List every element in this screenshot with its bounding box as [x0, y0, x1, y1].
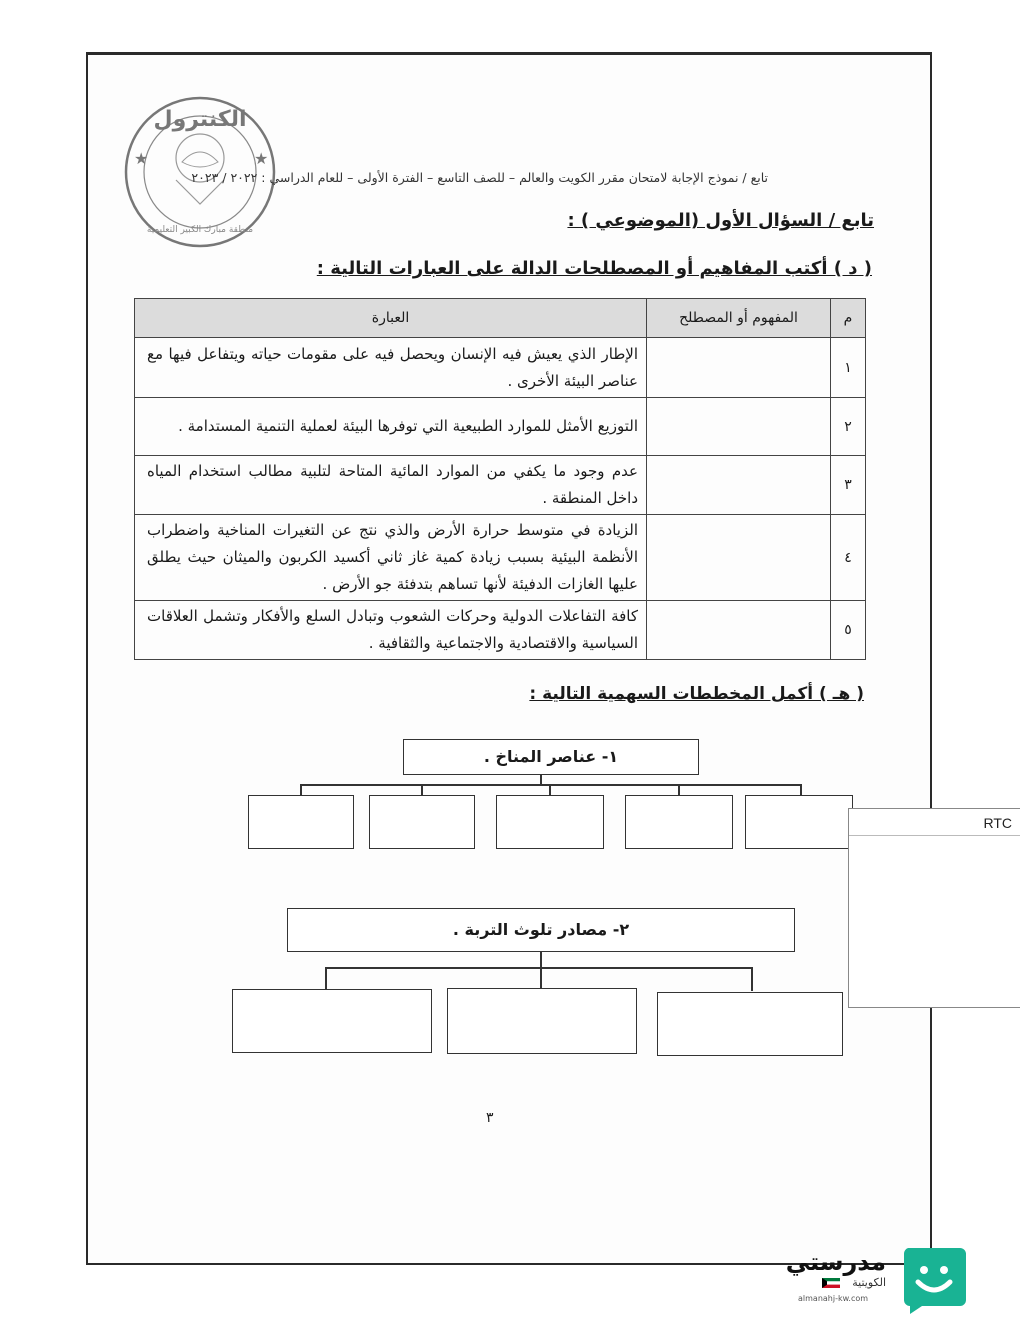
table-row [135, 601, 866, 660]
connector-line [751, 967, 753, 991]
madrasati-logo [785, 1244, 968, 1314]
connector-line [325, 967, 752, 969]
diagram2-answer-box[interactable] [657, 992, 843, 1056]
svg-text:منطقة مبارك الكبير التعليمية: منطقة مبارك الكبير التعليمية [146, 225, 254, 235]
kuwait-flag-icon [822, 1278, 840, 1288]
question-title: تابع / السؤال الأول (الموضوعي ) : [567, 210, 874, 231]
answer-cell[interactable] [647, 338, 831, 398]
header-concept: المفهوم أو المصطلح [647, 299, 831, 338]
connector-line [540, 967, 542, 989]
header-statement: العبارة [135, 299, 647, 338]
row-statement: الإطار الذي يعيش فيه الإنسان ويحصل فيه على مقومات حياته ويتفاعل فيها مع عناصر البيئة الأخرى . [135, 338, 647, 398]
diagram1-head: ١- عناصر المناخ . [403, 739, 699, 775]
page-number: ٣ [486, 1110, 494, 1126]
table-row [135, 456, 866, 515]
row-statement: التوزيع الأمثل للموارد الطبيعية التي توفرها البيئة لعملية التنمية المستدامة . [135, 398, 647, 456]
row-statement: عدم وجود ما يكفي من الموارد المائية المتاحة لتلبية مطالب استخدام المياه داخل المنطقة . [135, 456, 647, 515]
answer-cell[interactable] [647, 398, 831, 456]
answer-cell[interactable] [647, 601, 831, 660]
row-num: ٤ [831, 515, 866, 601]
svg-text:الكنترول: الكنترول [153, 107, 247, 132]
table-header-row [135, 299, 866, 338]
connector-line [540, 952, 542, 968]
answer-cell[interactable] [647, 515, 831, 601]
connector-line [325, 967, 327, 989]
connector-line [300, 784, 801, 786]
madrasati-logo-icon [900, 1244, 968, 1314]
row-num: ١ [831, 338, 866, 398]
logo-url: almanahj-kw.com [798, 1294, 869, 1303]
diagram2-answer-box[interactable] [447, 988, 637, 1054]
diagram2-head: ٢- مصادر تلوث التربة . [287, 908, 795, 952]
row-statement: كافة التفاعلات الدولية وحركات الشعوب وتبادل السلع والأفكار وتشمل العلاقات السياسية والاقتصادية والاجتماعية والثقافية . [135, 601, 647, 660]
row-num: ٣ [831, 456, 866, 515]
answer-cell[interactable] [647, 456, 831, 515]
diagram1-answer-box[interactable] [745, 795, 853, 849]
diagram1-answer-box[interactable] [248, 795, 354, 849]
logo-name: مدرستي [785, 1248, 886, 1276]
diagram1-answer-box[interactable] [496, 795, 604, 849]
table-row [135, 515, 866, 601]
logo-sub: الكويتية [852, 1276, 886, 1289]
section-h-title: ( هـ ) أكمل المخططات السهمية التالية : [529, 684, 864, 704]
rtc-divider [849, 835, 1020, 836]
table-row [135, 338, 866, 398]
table-row [135, 398, 866, 456]
terms-table [134, 298, 866, 660]
svg-text:★: ★ [254, 149, 269, 168]
header-num: م [831, 299, 866, 338]
section-d-title: ( د ) أكتب المفاهيم أو المصطلحات الدالة على العبارات التالية : [316, 258, 872, 279]
row-statement: الزيادة في متوسط حرارة الأرض والذي نتج عن التغيرات المناخية واضطراب الأنظمة البيئية بسبب زيادة كمية غاز ثاني أكسيد الكربون والميثان حيث يطلق عليها الغازات الدفيئة لأنها تساهم بتدفئة جو الأرض . [135, 515, 647, 601]
row-num: ٥ [831, 601, 866, 660]
diagram2-answer-box[interactable] [232, 989, 432, 1053]
rtc-overlay-panel[interactable] [848, 808, 1020, 1008]
row-num: ٢ [831, 398, 866, 456]
diagram1-answer-box[interactable] [369, 795, 475, 849]
svg-text:★: ★ [134, 149, 149, 168]
diagram1-answer-box[interactable] [625, 795, 733, 849]
exam-header-line: تابع / نموذج الإجابة لامتحان مقرر الكويت والعالم – للصف التاسع – الفترة الأولى – للعام الدراسي : ٢٠٢٢ / ٢٠٢٣ [191, 170, 768, 185]
rtc-label: RTC [983, 815, 1012, 831]
